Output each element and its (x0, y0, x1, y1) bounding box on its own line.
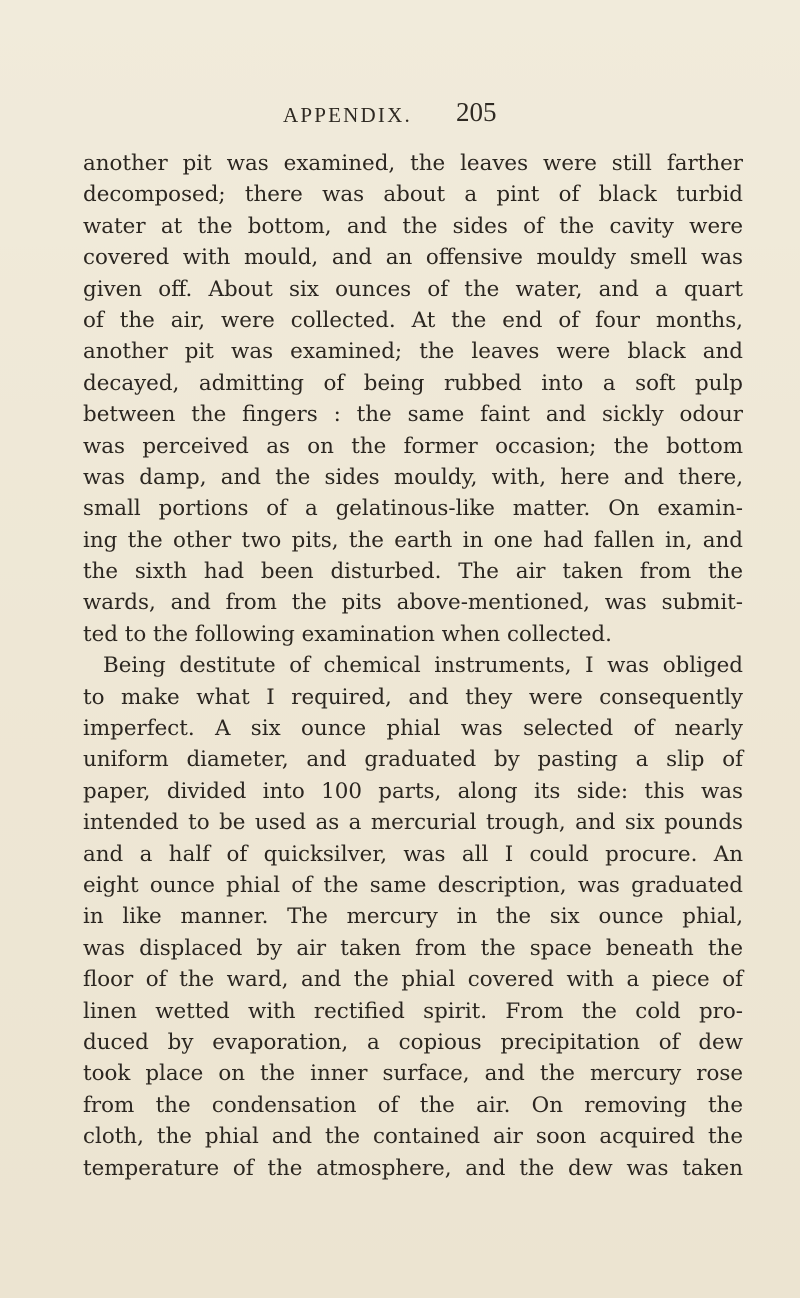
text-line: decayed, admitting of being rubbed into a soft pulp (83, 370, 743, 396)
text-line: another pit was examined, the leaves were still farther (83, 151, 743, 176)
text-line: uniform diameter, and graduated by pasting a slip of (83, 747, 743, 773)
text-line: given off. About six ounces of the water, and a quart (83, 276, 743, 302)
text-line: intended to be used as a mercurial trough, and six pounds (83, 810, 743, 836)
text-line: Being destitute of chemical instruments, I was obliged (103, 653, 743, 679)
page-number: 205 (456, 97, 497, 127)
text-line: from the condensation of the air. On removing the (83, 1092, 743, 1118)
text-line: floor of the ward, and the phial covered with a piece of (83, 967, 743, 993)
running-title: APPENDIX. (283, 103, 412, 127)
text-line: ted to the following examination when collected. (83, 621, 612, 647)
text-line: and a half of quicksilver, was all I could procure. An (83, 841, 743, 867)
text-line: imperfect. A six ounce phial was selected of nearly (83, 716, 743, 742)
text-line: to make what I required, and they were consequently (83, 684, 743, 710)
text-line: water at the bottom, and the sides of the cavity were (83, 213, 743, 239)
text-line: between the fingers : the same faint and sickly odour (83, 402, 743, 428)
text-line: cloth, the phial and the contained air soon acquired the (83, 1124, 743, 1150)
text-line: was perceived as on the former occasion; the bottom (83, 433, 743, 459)
text-line: another pit was examined; the leaves were black and (83, 339, 743, 365)
text-line: of the air, were collected. At the end of four months, (83, 307, 743, 333)
text-line: temperature of the atmosphere, and the dew was taken (83, 1155, 743, 1181)
body-text (83, 148, 743, 1184)
text-line: was displaced by air taken from the space beneath the (83, 935, 743, 961)
text-line: small portions of a gelatinous-like matter. On examin- (83, 496, 743, 522)
text-line: the sixth had been disturbed. The air taken from the (83, 559, 743, 585)
text-line: in like manner. The mercury in the six ounce phial, (83, 904, 743, 930)
running-head (0, 97, 800, 133)
text-line: linen wetted with rectified spirit. From the cold pro- (83, 998, 743, 1024)
text-line: covered with mould, and an offensive mouldy smell was (83, 245, 743, 271)
text-line: was damp, and the sides mouldy, with, here and there, (83, 464, 743, 490)
text-line: duced by evaporation, a copious precipitation of dew (83, 1029, 743, 1055)
text-line: paper, divided into 100 parts, along its side: this was (83, 778, 743, 804)
text-line: took place on the inner surface, and the mercury rose (83, 1061, 743, 1087)
text-line: wards, and from the pits above-mentioned, was submit- (83, 590, 743, 616)
text-line: decomposed; there was about a pint of black turbid (83, 182, 743, 208)
text-line: eight ounce phial of the same description, was graduated (83, 872, 743, 898)
text-line: ing the other two pits, the earth in one had fallen in, and (83, 527, 743, 553)
